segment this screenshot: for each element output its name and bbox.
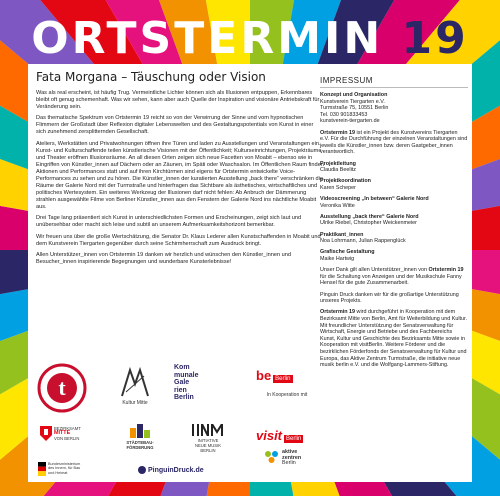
- impressum-title: IMPRESSUM: [320, 76, 468, 88]
- bundesministerium-logo: [38, 462, 102, 480]
- initiative-neue-musik-logo: [182, 424, 234, 460]
- initiative-line-2: NEUE MUSIK: [194, 443, 222, 448]
- foerder-bold: Ortstermin 19: [320, 309, 356, 316]
- pinguin-icon: [138, 466, 146, 474]
- staedtebau-line-1: STÄDTEBAU-: [126, 440, 154, 445]
- intro-paragraph-6: Allen Unterstützer_innen von Ortstermin 19 danken wir herzlich und wünschen den Künstler_innen und Besucher_innen inspirierende Begegnungen und wunderbare Kunsterlebnisse!: [36, 251, 291, 265]
- video-name: Veronika Witte: [320, 202, 355, 209]
- graf-label: Grafische Gestaltung: [320, 249, 375, 256]
- initiative-line-1: INITIATIVE: [197, 438, 219, 443]
- kultur-mitte-logo: [110, 366, 160, 420]
- ausst-label: Ausstellung „back there“ Galerie Nord: [320, 213, 419, 220]
- sponsor-logos: [34, 362, 324, 480]
- title-prefix: ORTSTERMIN: [31, 13, 384, 64]
- aktive-line-3: Berlin: [282, 460, 296, 467]
- konzept-line-3: Tel. 030 901833453: [320, 111, 368, 118]
- dank-block: [320, 267, 468, 287]
- bezirksamt-line-3: VON BERLIN: [54, 436, 80, 442]
- kommunale-line-4: rien: [174, 386, 187, 394]
- initiative-line-3: BERLIN: [200, 448, 216, 453]
- visit-word: visit: [256, 428, 283, 443]
- bezirksamt-line-2: MITTE: [54, 430, 71, 436]
- konzept-block: [320, 92, 468, 125]
- grafik-block: [320, 249, 468, 262]
- konzept-line-1: Kunstverein Tiergarten e.V.: [320, 98, 385, 105]
- content-panel: [28, 64, 472, 482]
- aktive-line-1: aktive: [282, 449, 298, 455]
- pinguindruck-logo: [138, 466, 234, 478]
- title-year: 19: [401, 13, 469, 64]
- video-label: Videoscreening „In between“ Galerie Nord: [320, 196, 429, 203]
- be-berlin-logo: [256, 368, 318, 384]
- dank-text-1: Unser Dank gilt allen Unterstützer_innen von: [320, 267, 429, 274]
- koord-name: Karen Scheper: [320, 184, 356, 191]
- bmi-line-2: des Innern, für Bau: [48, 466, 81, 471]
- kommunale-line-2: munale: [174, 371, 199, 379]
- prak-names: Noa Lohrmann, Julian Rappenglück: [320, 238, 406, 245]
- bmi-line-1: Bundesministerium: [48, 462, 81, 466]
- staedtebaufoerderung-logo: [118, 422, 162, 458]
- praktikanten-block: [320, 232, 468, 245]
- foerder-text: wird durchgeführt in Kooperation mit dem Bezirksamt Mitte von Berlin, Amt für Weiterbildung und Kultur. Mit freundlicher Unterstützung der Senatsverwaltung für Wirtschaft, Energie und Betriebe und des Fachbereichs Kunst, Kultur und Geschichte des Bezirksamts Mitte sowie in Kooperation mit visitBerlin. Weitere Förderer und die bezirklichen Förderfonds der Senatsverwaltung für Kultur und Europa, das Aktive Zentrum Turmstraße, die initiative neue musik berlin e.V. und die Wolfgang-Lammers-Stiftung.: [320, 309, 468, 369]
- pinguin-label: PinguinDruck.de: [148, 466, 204, 474]
- kooperation-label: In Kooperation mit: [266, 392, 308, 398]
- impressum-column: [320, 70, 468, 373]
- pinguin-block: [320, 292, 468, 305]
- ortstermin-title: [0, 14, 500, 64]
- staedtebau-line-2: FÖRDERUNG: [126, 445, 154, 450]
- kommunale-line-5: Berlin: [174, 394, 194, 401]
- dank-text-2: für die Schaltung von Anzeigen und der Musikschule Fanny Hensel für die gute Zusammenarbeit.: [320, 273, 462, 287]
- intro-paragraph-3: Ateliers, Werkstätten und Privatwohnungen öffnen ihre Türen und laden zu Ausstellungen und Veranstaltungen ein. Kunst- und Kulturschaffende teilen künstlerische Visionen mit der Öffentlichkeit; Kulturseinrichtungen, Projekträume und Theater eröffnen Illusionsräume. An all diesen Orten zeigen sich neue Facetten von Moabit – ebenso wie in Eingriffen von Künstler_innen auf Dächern oder an Zäunen, im Späti oder Waschsalon. Im Öffentlichen Raum finden Aktionen und Performances statt und auf ihren Kirchtürmen sind eigens für Ortstermin entwickelte Voice-Performances zu sehen und zu hören. Die Künstler_innen der kuratierten Ausstellung „back there“ verschränken die Räume der Galerie Nord mit der Turmstraße und hinterfragen das Sichtbare als ästhetisches, wirtschaftliches und politisches Wertesystem. Ein weiteres Werkzeug der Illusionen darf nicht fehlen: Ab Anbruch der Dämmerung strahlen ausgewählte Filme von Berliner Künstler_innen aus den Fenstern der Galerie Nord ins nächtliche Moabit aus.: [36, 140, 324, 210]
- intro-paragraph-1: Was als real erscheint, ist häufig Trug. Vermeintliche Lichter können sich als Illusionen entpuppen, Erkennbares bleibt oft genug schemenhaft. Was wir sehen, kann aber auch Quelle der Inspiration und visionäre Antriebskraft für Veränderung sein.: [36, 90, 320, 110]
- foerder-block: [320, 309, 468, 368]
- intro-paragraph-2: Das thematische Spektrum von Ortstermin 19 reicht so von der Verwirrung der Sinne und vom hypnotischen Flimmern der Großstadt über Reflexion digitaler Lebenswelten und des Gestaltungspotentials von Kunst in einer sich zunehmend zersplitternden Gesellschaft.: [36, 115, 314, 136]
- kunstverein-seal-logo: [34, 362, 90, 418]
- intro-bold: Ortstermin 19: [320, 129, 356, 136]
- bezirksamt-line-1: BEZIRKSAMT: [54, 426, 81, 431]
- intro-heading: Fata Morgana – Täuschung oder Vision: [36, 70, 266, 84]
- koord-label: Projektkoordination: [320, 178, 371, 185]
- leitung-name: Claudia Beelitz: [320, 167, 356, 174]
- intro-column: [36, 70, 324, 270]
- aktive-zentren-logo: [264, 450, 318, 480]
- graf-name: Maike Hartwig: [320, 256, 355, 263]
- aktive-line-2: zentren: [282, 454, 302, 461]
- koordination-block: [320, 178, 468, 191]
- dank-bold: Ortstermin 19: [428, 267, 464, 274]
- project-intro-block: [320, 130, 468, 156]
- konzept-line-2: Turmstraße 75, 10551 Berlin: [320, 105, 389, 112]
- konzept-line-4: kunstverein-tiergarten.de: [320, 118, 380, 125]
- leitung-label: Projektleitung: [320, 160, 356, 167]
- kultur-mitte-label: Kultur Mitte: [122, 400, 148, 406]
- bmi-line-3: und Heimat: [48, 470, 68, 475]
- kommunale-galerien-logo: [174, 364, 236, 420]
- pinguin-thanks: Pinguin Druck danken wir für die großartige Unterstützung unseres Projekts.: [320, 291, 459, 305]
- intro-paragraph-5: Wir freuen uns über die große Wertschätzung, die Senator Dr. Klaus Lederer allen Kunstschaffenden in Moabit und dem Kunstverein Tiergarten gegenüber durch seine Schirmherrschaft zum Ausdruck bringt.: [36, 233, 321, 247]
- prak-label: Praktikant_innen: [320, 231, 364, 238]
- intro-text: ist ein Projekt des Kunstvereins Tiergarten e.V. Für die Durchführung der einzelnen Veranstaltungen sind jeweils die Künstler_innen bzw. deren Gastgeber_innen verantwortlich.: [320, 129, 468, 156]
- svg-text:t: t: [58, 375, 66, 400]
- leitung-block: [320, 161, 468, 174]
- be-berlin-word: be: [256, 368, 272, 383]
- intro-paragraph-4: Drei Tage lang präsentiert sich Kunst in unterschiedlichsten Formen und Erscheinungen, zeigt sich laut und unübersehbar oder macht sich leise und subtil an unserem Aufmerksamkeitshorizont bemerkbar.: [36, 215, 302, 229]
- ausstellung-block: [320, 214, 468, 227]
- ausst-names: Ulrike Riebel, Christopher Weickenmeier: [320, 220, 417, 227]
- be-berlin-tag: Berlin: [275, 376, 291, 382]
- kommunale-line-3: Gale: [174, 379, 190, 386]
- bezirksamt-mitte-logo: [40, 426, 96, 456]
- visitberlin-logo: [256, 428, 320, 446]
- video-block: [320, 196, 468, 209]
- konzept-label: Konzept und Organisation: [320, 92, 388, 98]
- visit-tag: Berlin: [286, 436, 302, 442]
- kommunale-line-1: Kom: [174, 364, 190, 371]
